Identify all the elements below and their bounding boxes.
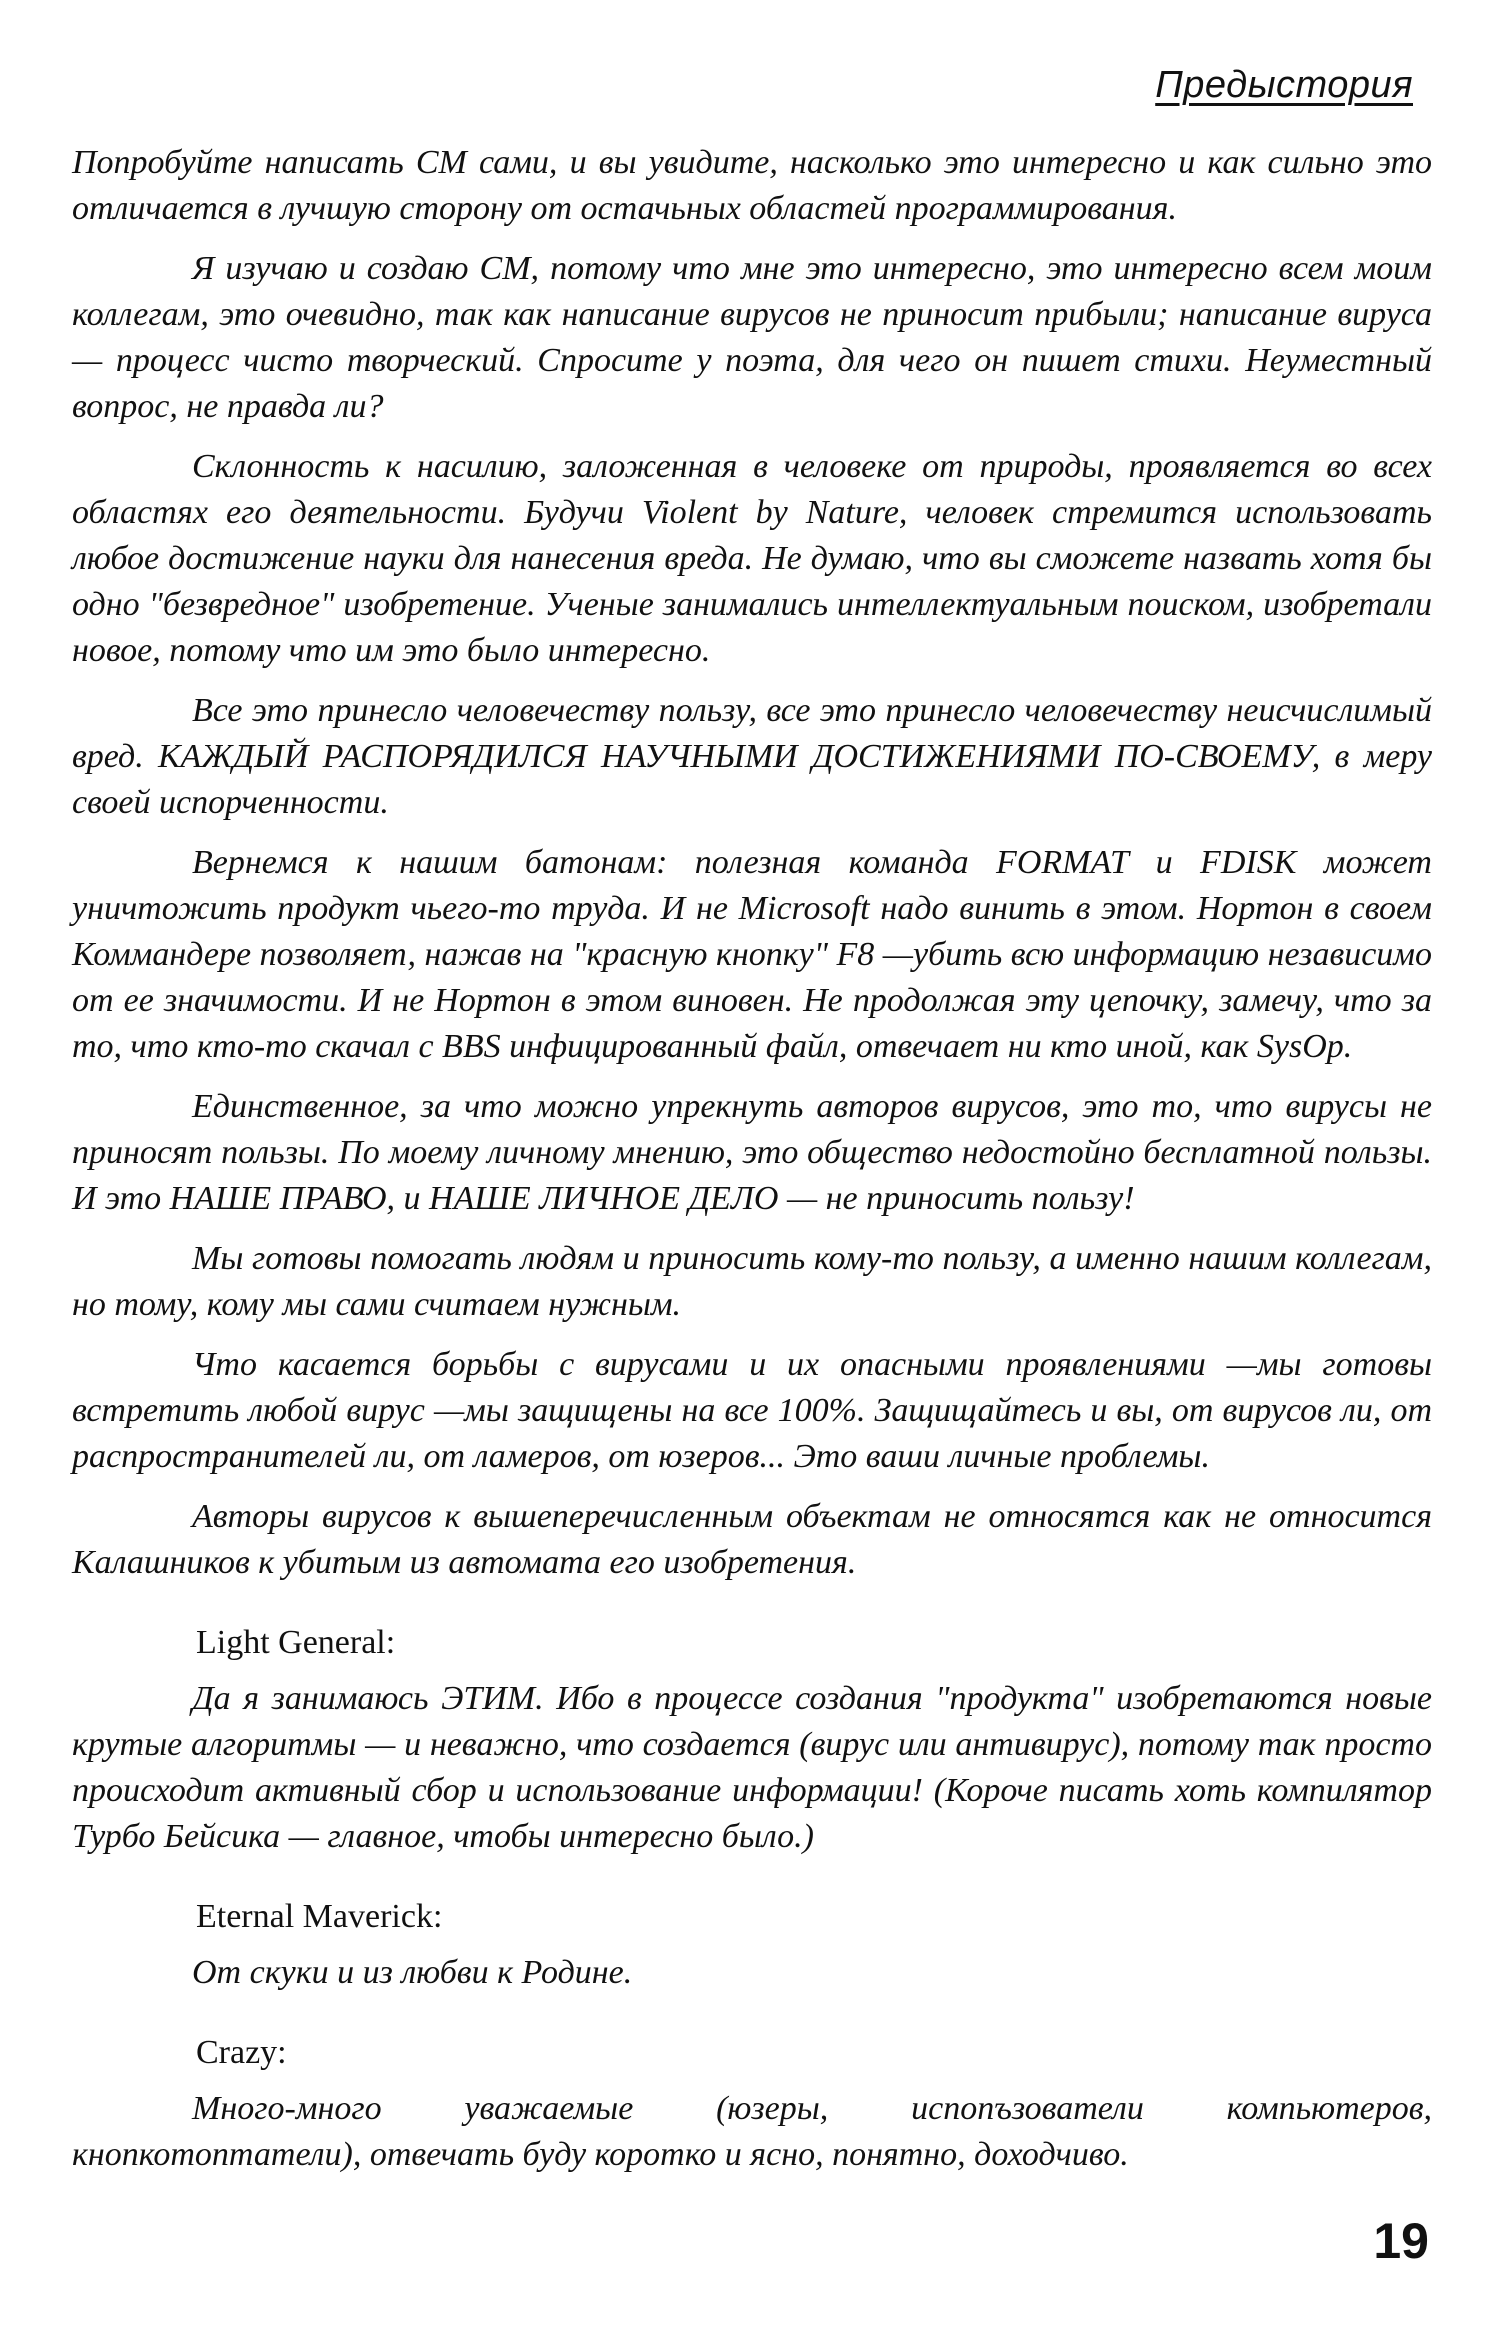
paragraph-7: Мы готовы помогать людям и приносить кому-то пользу, а именно нашим коллегам, но тому, кому мы сами считаем нужным. (72, 1240, 1432, 1323)
response-crazy: Много-много уважаемые (юзеры, испопъзователи компьютеров, кнопкотоптатели), отвечать буду коротко и ясно, понятно, доходчиво. (72, 2090, 1432, 2173)
paragraph-3: Склонность к насилию, заложенная в человеке от природы, проявляется во всех областях его деятельности. Будучи Violent by Nature, человек стремится использовать любое достижение науки для нанесения вреда. Не думаю, что вы сможете назвать хотя бы одно "безвредное" изобретение. Ученые занимались интеллектуальным поиском, изобретали новое, потому что им это было интересно. (72, 448, 1432, 669)
running-header-title: Предыстория (1155, 64, 1413, 106)
paragraph-5: Вернемся к нашим батонам: полезная команда FORMAT и FDISK может уничтожить продукт чьего-то труда. И не Microsoft надо винить в этом. Нортон в своем Коммандере позволяет, нажав на "красную кнопку" F8 —убить всю информацию независимо от ее значимости. И не Нортон в этом виновен. Не продолжая эту цепочку, замечу, что за то, что кто-то скачал с BBS инфицированный файл, отвечает ни кто иной, как SysOp. (72, 844, 1432, 1065)
speaker-eternal-maverick: Eternal Maverick: (196, 1898, 443, 1935)
paragraph-6: Единственное, за что можно упрекнуть авторов вирусов, это то, что вирусы не приносят пользы. По моему личному мнению, это общество недостойно бесплатной пользы. И это НАШЕ ПРАВО, и НАШЕ ЛИЧНОЕ ДЕЛО — не приносить пользу! (72, 1088, 1432, 1217)
paragraph-1: Попробуйте написать СМ сами, и вы увидите, насколько это интересно и как сильно это отличается в лучшую сторону от остачьных областей программирования. (72, 144, 1432, 227)
speaker-light-general: Light General: (196, 1624, 396, 1661)
speaker-crazy: Crazy: (196, 2034, 287, 2071)
response-eternal-maverick: От скуки и из любви к Родине. (192, 1954, 633, 1991)
response-light-general: Да я занимаюсь ЭТИМ. Ибо в процессе создания "продукта" изобретаются новые крутые алгоритмы — и неважно, что создается (вирус или антивирус), потому так просто происходит активный сбор и использование информации! (Короче писать хоть компилятор Турбо Бейсика — главное, чтобы интересно было.) (72, 1680, 1432, 1855)
paragraph-9: Авторы вирусов к вышеперечисленным объектам не относятся как не относится Калашников к убитым из автомата его изобретения. (72, 1498, 1432, 1581)
paragraph-8: Что касается борьбы с вирусами и их опасными проявлениями —мы готовы встретить любой вирус —мы защищены на все 100%. Защищайтесь и вы, от вирусов ли, от распространителей ли, от ламеров, от юзеров... Это ваши личные проблемы. (72, 1346, 1432, 1475)
page-number: 19 (1373, 2213, 1429, 2269)
paragraph-2: Я изучаю и создаю СМ, потому что мне это интересно, это интересно всем моим коллегам, это очевидно, так как написание вирусов не приносит прибыли; написание вируса — процесс чисто творческий. Спросите у поэта, для чего он пишет стихи. Неуместный вопрос, не правда ли? (72, 250, 1432, 425)
page-body (72, 140, 1432, 2192)
paragraph-4: Все это принесло человечеству пользу, все это принесло человечеству неисчислимый вред. КАЖДЫЙ РАСПОРЯДИЛСЯ НАУЧНЫМИ ДОСТИЖЕНИЯМИ ПО-СВОЕМУ, в меру своей испорченности. (72, 692, 1432, 821)
